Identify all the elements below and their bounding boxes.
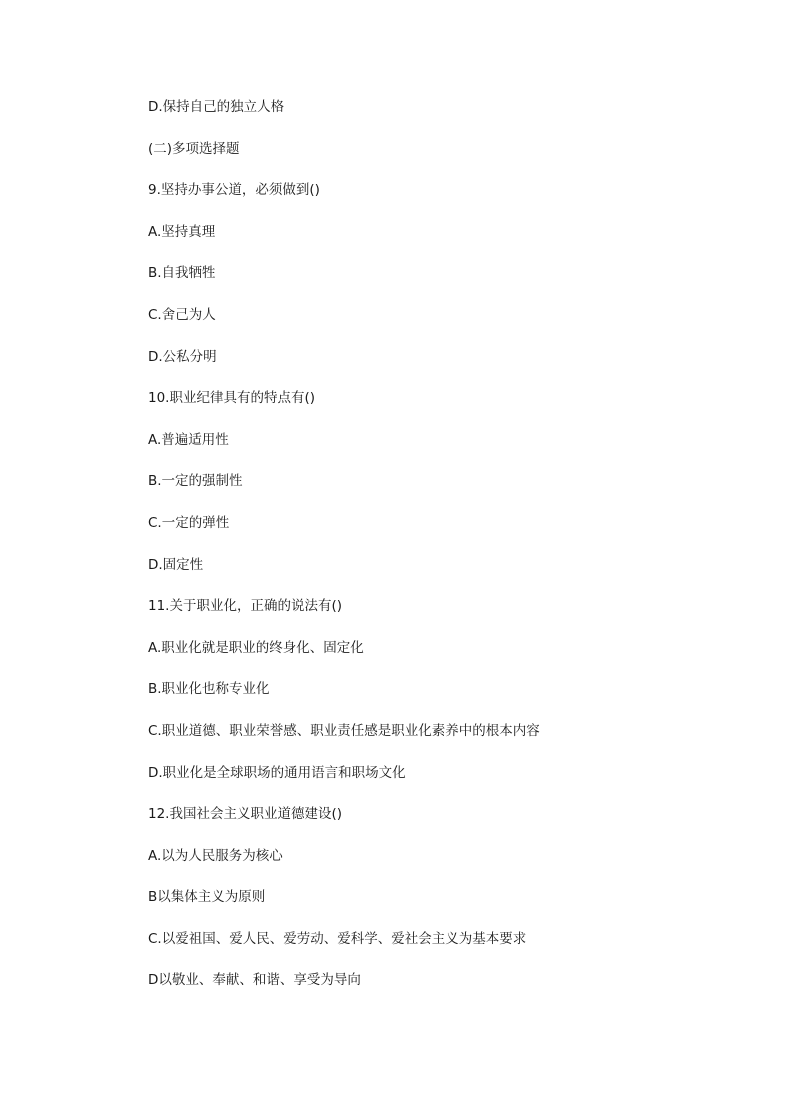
- option-b-q11: B.职业化也称专业化: [148, 681, 270, 698]
- question-12: 12.我国社会主义职业道德建设(): [148, 806, 343, 823]
- option-a-q12: A.以为人民服务为核心: [148, 847, 283, 864]
- option-c-q10: C.一定的弹性: [148, 514, 230, 531]
- option-a-q11: A.职业化就是职业的终身化、固定化: [148, 639, 364, 656]
- option-b-q12: B以集体主义为原则: [148, 889, 266, 906]
- question-9: 9.坚持办事公道，必须做到(): [148, 182, 320, 199]
- option-b-q9: B.自我牺牲: [148, 265, 216, 282]
- option-d-q12: D以敬业、奉献、和谐、享受为导向: [148, 972, 361, 989]
- option-c-q12: C.以爱祖国、爱人民、爱劳动、爱科学、爱社会主义为基本要求: [148, 930, 527, 947]
- option-d-q9: D.公私分明: [148, 348, 217, 365]
- option-d-q11: D.职业化是全球职场的通用语言和职场文化: [148, 764, 406, 781]
- question-10: 10.职业纪律具有的特点有(): [148, 390, 316, 407]
- option-c-q11: C.职业道德、职业荣誉感、职业责任感是职业化素养中的根本内容: [148, 722, 540, 739]
- option-b-q10: B.一定的强制性: [148, 473, 243, 490]
- option-d-q10: D.固定性: [148, 556, 204, 573]
- option-a-q10: A.普遍适用性: [148, 431, 229, 448]
- option-c-q9: C.舍己为人: [148, 306, 216, 323]
- document-body: [148, 96, 748, 1011]
- option-d-q8: D.保持自己的独立人格: [148, 99, 285, 115]
- section-heading-multiple-choice: (二)多项选择题: [148, 140, 240, 157]
- option-a-q9: A.坚持真理: [148, 223, 216, 240]
- question-11: 11.关于职业化，正确的说法有(): [148, 598, 343, 615]
